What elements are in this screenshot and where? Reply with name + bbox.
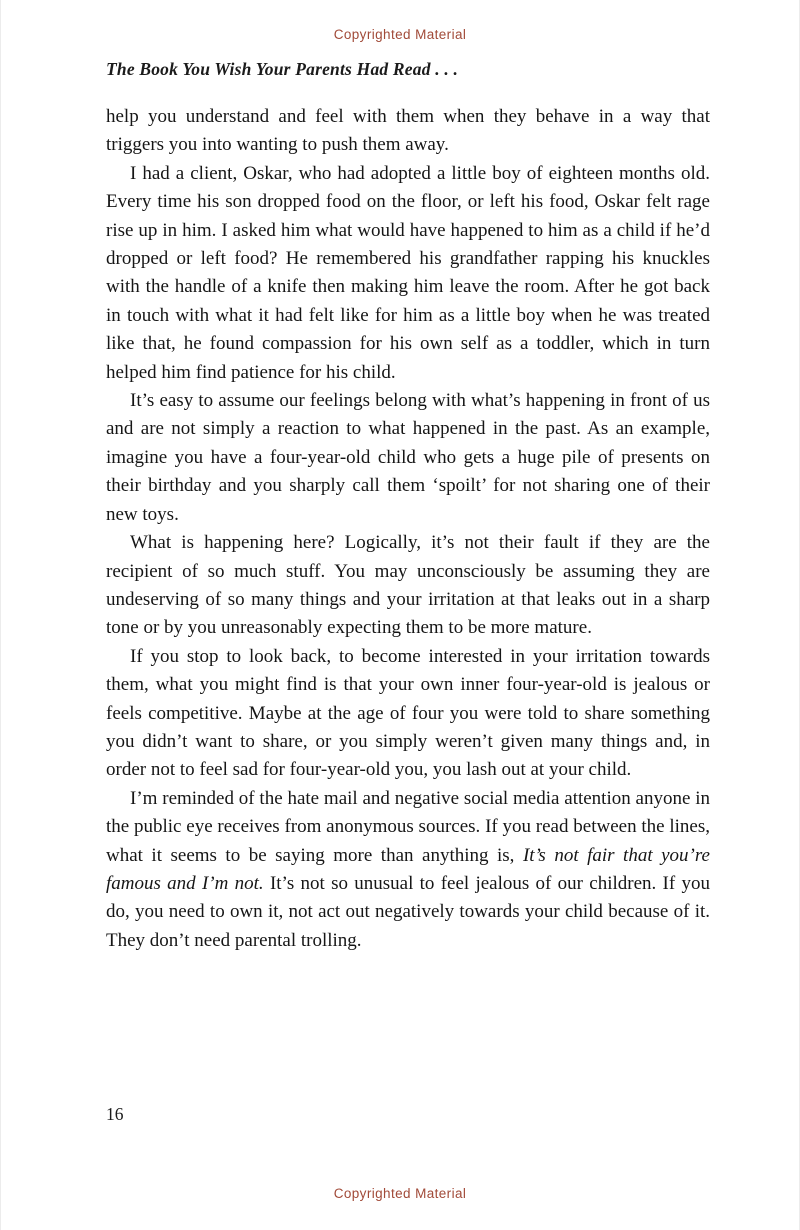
paragraph bbox=[106, 529, 710, 643]
text-segment: It’s not so unusual to feel jealous of our children. If you do, you need to own it, not act out negatively towards your child because of it. They don’t need parental trolling. bbox=[106, 872, 710, 951]
copyright-notice-bottom: Copyrighted Material bbox=[333, 1186, 467, 1201]
page-number: 16 bbox=[106, 1104, 124, 1124]
text-segment: I’m reminded of the hate mail and negative social media attention anyone in the public eye receives from anonymous sources. If you read between the lines, what it seems to be saying more than anything is, bbox=[106, 787, 710, 866]
copyright-notice-top: Copyrighted Material bbox=[333, 27, 467, 42]
paragraph bbox=[106, 643, 710, 785]
paragraph bbox=[106, 387, 710, 529]
text-segment: help you understand and feel with them when they behave in a way that triggers you into wanting to push them away. bbox=[106, 106, 710, 156]
paragraph bbox=[106, 785, 710, 955]
text-segment: It’s not fair that you’re famous and I’m not. bbox=[106, 844, 710, 894]
paragraph bbox=[106, 160, 710, 387]
text-segment: It’s easy to assume our feelings belong with what’s happening in front of us and are not simply a reaction to what happened in the past. As an example, imagine you have a four-year-old child who gets a huge pile of presents on their birthday and you sharply call them ‘spoilt’ for not sharing one of their new toys. bbox=[106, 390, 710, 525]
paragraph bbox=[106, 103, 710, 160]
running-header: The Book You Wish Your Parents Had Read . . . bbox=[106, 59, 459, 79]
text-segment: I had a client, Oskar, who had adopted a little boy of eighteen months old. Every time his son dropped food on the floor, or left his food, Oskar felt rage rise up in him. I asked him what would have happened to him as a child if he’d dropped or left food? He remembered his grandfather rapping his knuckles with the handle of a knife then making him leave the room. After he got back in touch with what it had felt like for him as a little boy when he was treated like that, he found compassion for his own self as a toddler, which in turn helped him find patience for his child. bbox=[106, 162, 710, 383]
text-segment: What is happening here? Logically, it’s not their fault if they are the recipient of so much stuff. You may unconsciously be assuming they are undeserving of so many things and your irritation at that leaks out in a sharp tone or by you unreasonably expecting them to be more mature. bbox=[106, 532, 710, 639]
text-segment: If you stop to look back, to become interested in your irritation towards them, what you might find is that your own inner four-year-old is jealous or feels competitive. Maybe at the age of four you were told to share something you didn’t want to share, or you simply weren’t given many things and, in order not to feel sad for four-year-old you, you lash out at your child. bbox=[106, 645, 710, 781]
body-text bbox=[106, 103, 710, 955]
